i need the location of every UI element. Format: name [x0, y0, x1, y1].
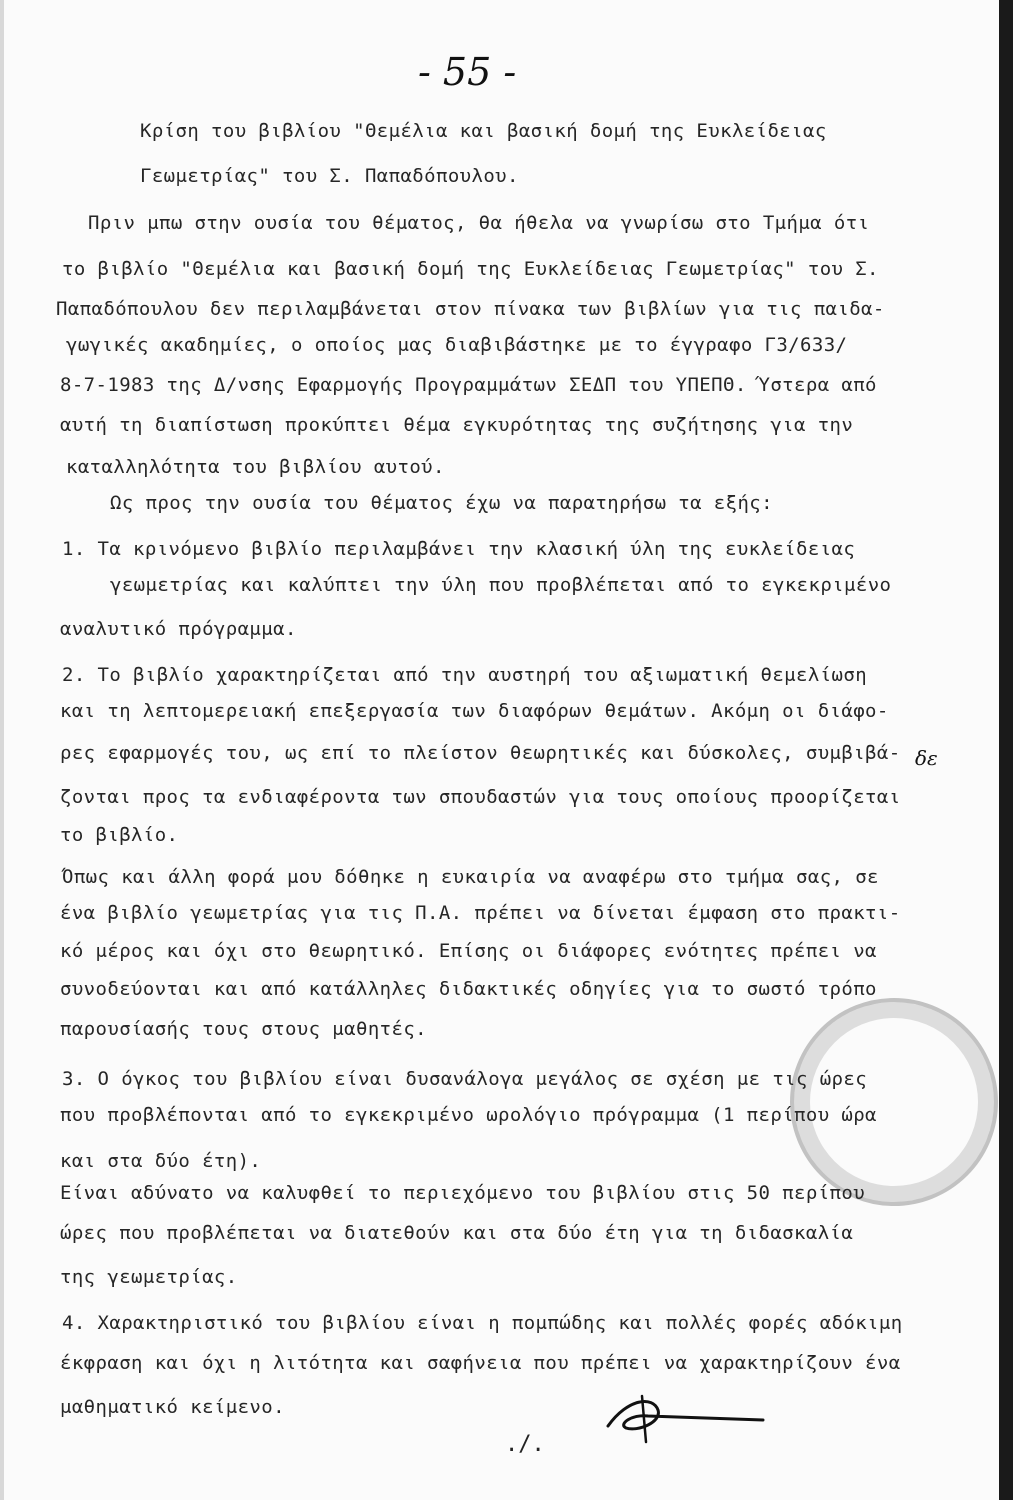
point3-line: 3. Ο όγκος του βιβλίου είναι δυσανάλογα μεγάλος σε σχέση με τις ώρες [62, 1068, 868, 1090]
point3-line: που προβλέπονται από το εγκεκριμένο ωρολόγιο πρόγραμμα (1 περίπου ώρα [60, 1104, 877, 1126]
point3-line: Είναι αδύνατο να καλυφθεί το περιεχόμενο του βιβλίου στις 50 περίπου [60, 1182, 866, 1204]
intro-line: 8-7-1983 της Δ/νσης Εφαρμογής Προγραμμάτων ΣΕΔΠ του ΥΠΕΠΘ. Ύστερα από [60, 374, 877, 396]
point4-line: 4. Χαρακτηριστικό του βιβλίου είναι η πομπώδης και πολλές φορές αδόκιμη [62, 1312, 903, 1334]
point2-line: και τη λεπτομερειακή επεξεργασία των διαφόρων θεμάτων. Ακόμη οι διάφο- [60, 700, 889, 722]
point3-line: ώρες που προβλέπεται να διατεθούν και στα δύο έτη για τη διδασκαλία [60, 1222, 854, 1244]
intro-line: Παπαδόπουλου δεν περιλαμβάνεται στον πίνακα των βιβλίων για τις παιδα- [56, 298, 885, 320]
point4-line: έκφραση και όχι η λιτότητα και σαφήνεια που πρέπει να χαρακτηρίζουν ένα [60, 1352, 901, 1374]
paragraph-line: ένα βιβλίο γεωμετρίας για τις Π.Α. πρέπει να δίνεται έμφαση στο πρακτι- [60, 902, 901, 924]
point2-line: ρες εφαρμογές του, ως επί το πλείστον θεωρητικές και δύσκολες, συμβιβά- [60, 742, 901, 764]
paragraph-line: Όπως και άλλη φορά μου δόθηκε η ευκαιρία να αναφέρω στο τμήμα σας, σε [62, 866, 879, 888]
intro-line: καταλληλότητα του βιβλίου αυτού. [66, 456, 445, 478]
point2-line: ζονται προς τα ενδιαφέροντα των σπουδαστών για τους οποίους προορίζεται [60, 786, 901, 808]
page-number: - 55 - [418, 50, 517, 94]
scan-left-edge [0, 0, 4, 1500]
point2-line: το βιβλίο. [60, 824, 179, 846]
official-stamp [790, 998, 998, 1206]
point2-line: 2. Το βιβλίο χαρακτηρίζεται από την αυστηρή του αξιωματική θεμελίωση [62, 664, 868, 686]
paragraph-line: παρουσίασής τους στους μαθητές. [60, 1018, 428, 1040]
handwritten-insert: δε [915, 746, 938, 770]
point1-line: γεωμετρίας και καλύπτει την ύλη που προβλέπεται από το εγκεκριμένο [110, 574, 892, 596]
point3-line: της γεωμετρίας. [60, 1266, 238, 1288]
scan-right-edge [999, 0, 1013, 1500]
point4-line: μαθηματικό κείμενο. [60, 1396, 285, 1418]
signature-mark [598, 1388, 768, 1448]
title-line: Γεωμετρίας" του Σ. Παπαδόπουλου. [140, 165, 519, 187]
continuation-mark: ./. [505, 1432, 545, 1457]
point1-line: αναλυτικό πρόγραμμα. [60, 618, 297, 640]
point3-line: και στα δύο έτη). [60, 1150, 262, 1172]
title-line: Κρίση του βιβλίου "Θεμέλια και βασική δομή της Ευκλείδειας [140, 120, 827, 142]
paragraph-line: συνοδεύονται και από κατάλληλες διδακτικές οδηγίες για το σωστό τρόπο [60, 978, 877, 1000]
lead-line: Ως προς την ουσία του θέματος έχω να παρατηρήσω τα εξής: [110, 492, 773, 514]
point1-line: 1. Τα κρινόμενο βιβλίο περιλαμβάνει την κλασική ύλη της ευκλείδειας [62, 538, 856, 560]
intro-line: γωγικές ακαδημίες, ο οποίος μας διαβιβάστηκε με το έγγραφο Γ3/633/ [66, 334, 848, 356]
intro-line: αυτή τη διαπίστωση προκύπτει θέμα εγκυρότητας της συζήτησης για την [60, 414, 854, 436]
intro-line: Πριν μπω στην ουσία του θέματος, θα ήθελα να γνωρίσω στο Τμήμα ότι [88, 212, 870, 234]
paragraph-line: κό μέρος και όχι στο θεωρητικό. Επίσης οι διάφορες ενότητες πρέπει να [60, 940, 877, 962]
intro-line: το βιβλίο "Θεμέλια και βασική δομή της Ευκλείδειας Γεωμετρίας" του Σ. [62, 258, 879, 280]
